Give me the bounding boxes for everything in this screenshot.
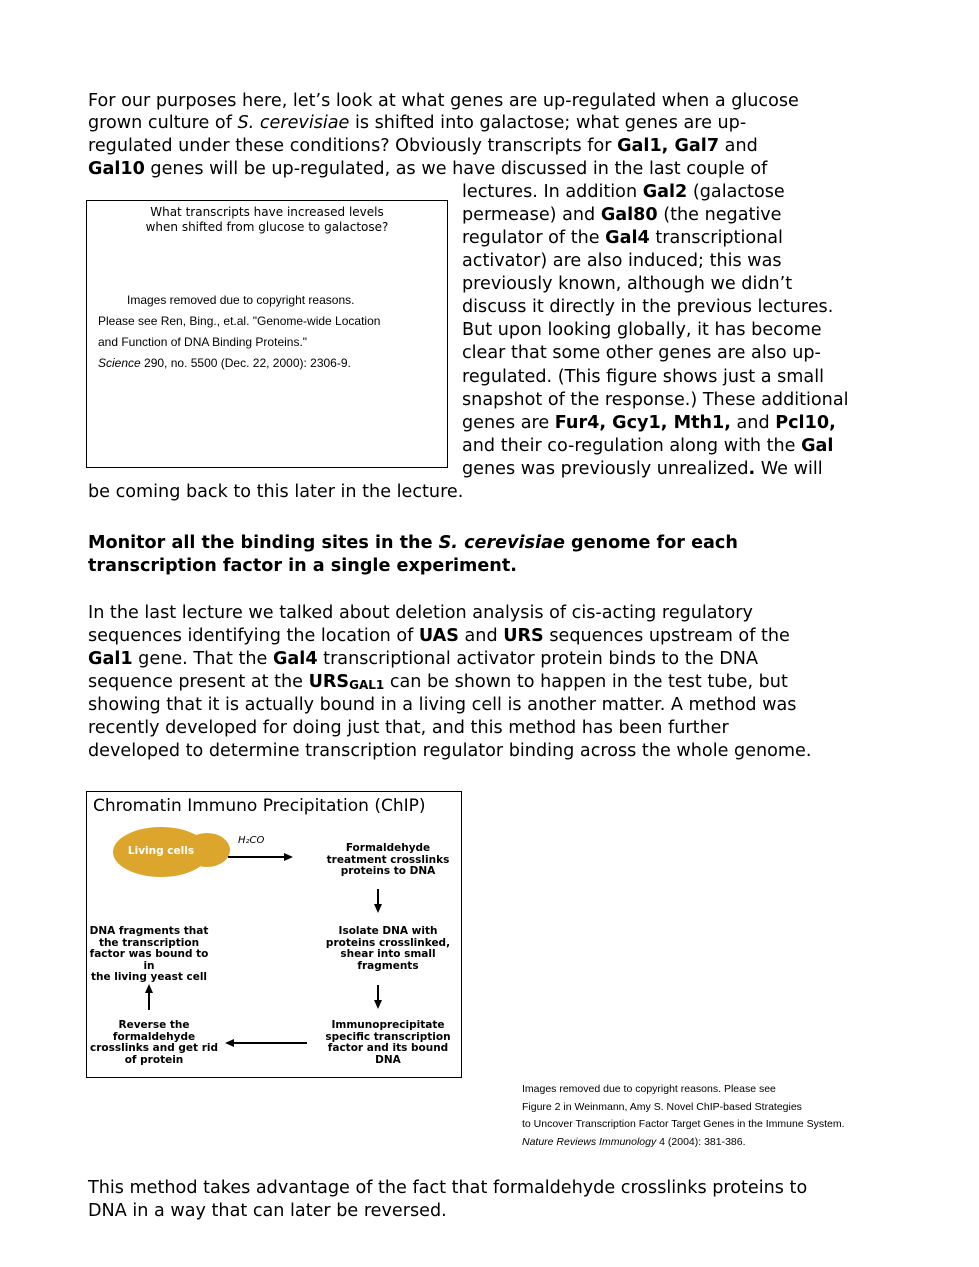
text-line: permease) and Gal80 (the negative xyxy=(462,205,782,225)
text-line: In the last lecture we talked about deletion analysis of cis-acting regulatory xyxy=(88,603,753,623)
text-line: genes was previously unrealized. We will xyxy=(462,459,823,479)
text-line: Gal10 genes will be up-regulated, as we have discussed in the last couple of xyxy=(88,159,768,179)
copyright-note: Please see Ren, Bing., et.al. "Genome-wide Location xyxy=(98,314,381,328)
arrowhead-down-icon xyxy=(374,1000,382,1009)
heading-line: transcription factor in a single experiment. xyxy=(88,556,517,576)
figure-title: What transcripts have increased levels when shifted from glucose to galactose? xyxy=(145,205,389,234)
copyright-note: and Function of DNA Binding Proteins." xyxy=(98,335,308,349)
chip-diagram xyxy=(86,791,462,1078)
text-line: and their co-regulation along with the Gal xyxy=(462,436,834,456)
text-line: But upon looking globally, it has become xyxy=(462,320,822,340)
arrow-down xyxy=(377,985,379,1001)
arrowhead-left-icon xyxy=(225,1039,234,1047)
arrowhead-right-icon xyxy=(284,853,293,861)
text-line: sequences identifying the location of UAS and URS sequences upstream of the xyxy=(88,626,790,646)
text-line: regulator of the Gal4 transcriptional xyxy=(462,228,783,248)
text-line: previously known, although we didn’t xyxy=(462,274,793,294)
copyright-note: Science 290, no. 5500 (Dec. 22, 2000): 2306-9. xyxy=(98,356,351,370)
arrow-right xyxy=(228,856,285,858)
step-immunoprecipitate: Immunoprecipitate specific transcription factor and its bound DNA xyxy=(325,1019,451,1066)
credit-line: Nature Reviews Immunology 4 (2004): 381-386. xyxy=(522,1136,746,1148)
text-line: genes are Fur4, Gcy1, Mth1, and Pcl10, xyxy=(462,413,836,433)
text-line: showing that it is actually bound in a living cell is another matter. A method was xyxy=(88,695,797,715)
text-line: be coming back to this later in the lecture. xyxy=(88,482,464,502)
text-line: regulated. (This figure shows just a small xyxy=(462,367,824,387)
arrowhead-up-icon xyxy=(145,984,153,993)
text-line: For our purposes here, let’s look at what genes are up-regulated when a glucose xyxy=(88,91,799,111)
text-line: lectures. In addition Gal2 (galactose xyxy=(462,182,785,202)
step-reverse-crosslinks: Reverse the formaldehyde crosslinks and get rid of protein xyxy=(89,1019,218,1066)
text-line: regulated under these conditions? Obviously transcripts for Gal1, Gal7 and xyxy=(88,136,758,156)
step-formaldehyde: Formaldehyde treatment crosslinks proteins to DNA xyxy=(326,842,450,877)
text-line: This method takes advantage of the fact that formaldehyde crosslinks proteins to xyxy=(88,1178,808,1198)
text-line: recently developed for doing just that, and this method has been further xyxy=(88,718,729,738)
text-line: activator) are also induced; this was xyxy=(462,251,782,271)
credit-line: Images removed due to copyright reasons. Please see xyxy=(522,1083,776,1095)
text-line: snapshot of the response.) These additional xyxy=(462,390,849,410)
arrow-down xyxy=(377,889,379,905)
living-cells-label: Living cells xyxy=(127,845,195,857)
heading-line: Monitor all the binding sites in the S. cerevisiae genome for each xyxy=(88,533,738,553)
copyright-note: Images removed due to copyright reasons. xyxy=(127,293,355,307)
text-line: developed to determine transcription regulator binding across the whole genome. xyxy=(88,741,812,761)
text-line: grown culture of S. cerevisiae is shifted into galactose; what genes are up- xyxy=(88,113,747,133)
text-line: sequence present at the URSGAL1 can be shown to happen in the test tube, but xyxy=(88,672,788,692)
step-isolate-dna: Isolate DNA with proteins crosslinked, shear into small fragments xyxy=(325,925,451,972)
arrowhead-down-icon xyxy=(374,904,382,913)
diagram-title: Chromatin Immuno Precipitation (ChIP) xyxy=(93,796,426,816)
arrow-left xyxy=(233,1042,307,1044)
reagent-label: H₂CO xyxy=(238,835,265,846)
text-line: clear that some other genes are also up- xyxy=(462,343,821,363)
text-line: Gal1 gene. That the Gal4 transcriptional activator protein binds to the DNA xyxy=(88,649,758,669)
arrow-up xyxy=(148,992,150,1010)
text-line: DNA in a way that can later be reversed. xyxy=(88,1201,447,1221)
step-dna-fragments: DNA fragments that the transcription factor was bound to in the living yeast cell xyxy=(89,925,209,983)
credit-line: Figure 2 in Weinmann, Amy S. Novel ChIP-based Strategies xyxy=(522,1101,802,1113)
credit-line: to Uncover Transcription Factor Target Genes in the Immune System. xyxy=(522,1118,845,1130)
figure-placeholder-transcripts xyxy=(86,200,448,468)
text-line: discuss it directly in the previous lectures. xyxy=(462,297,834,317)
